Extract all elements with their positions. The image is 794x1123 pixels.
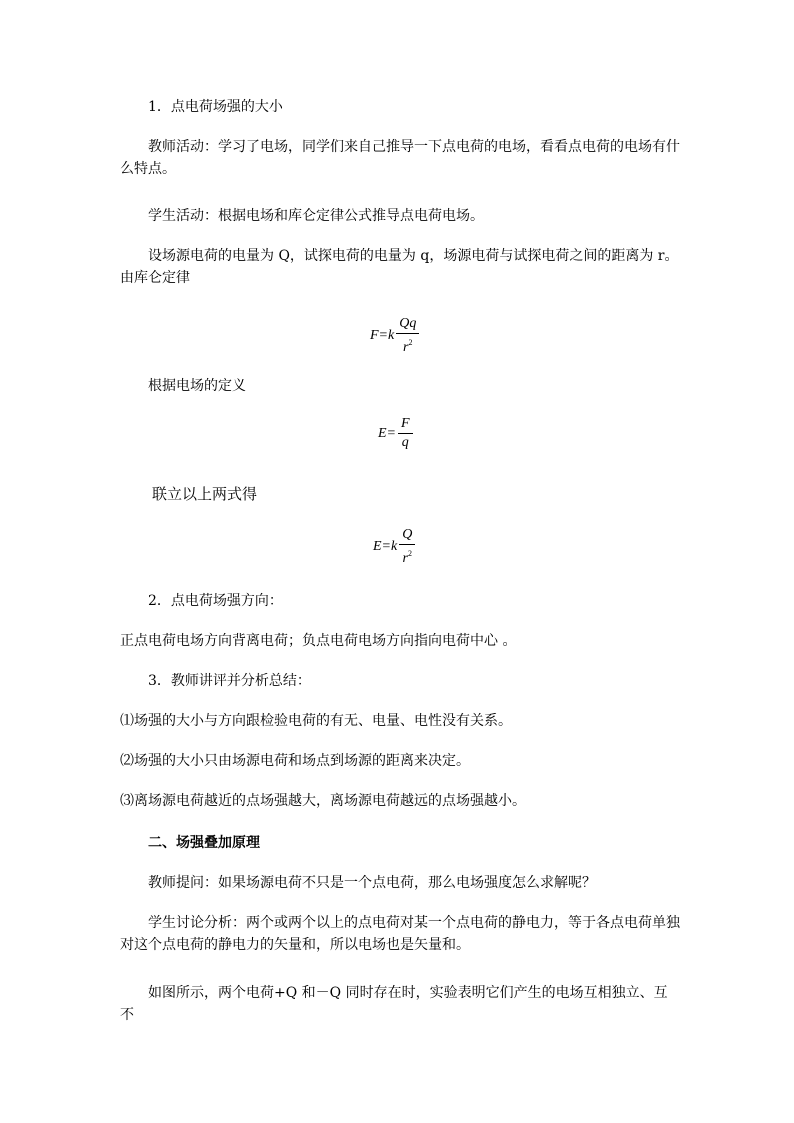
formula1-numerator: Qq: [396, 316, 419, 334]
heading-superposition: 二、场强叠加原理: [148, 835, 260, 851]
formula2-denominator: q: [401, 435, 409, 450]
point-charge-field-formula: [373, 527, 415, 567]
section2-title: 2．点电荷场强方向：: [148, 593, 283, 609]
definition-label: 根据电场的定义: [148, 378, 246, 394]
formula3-numerator: Q: [399, 527, 415, 545]
setup-paragraph: 设场源电荷的电量为 Q，试探电荷的电量为 q，场源电荷与试探电荷之间的距离为 r。由库仑定律: [120, 248, 679, 286]
formula3-exponent: 2: [408, 549, 412, 558]
formula2-numerator: F: [398, 416, 413, 434]
combine-label: 联立以上两式得: [152, 485, 258, 503]
coulomb-formula: [370, 316, 419, 356]
formula2-lhs: E=: [378, 425, 396, 441]
teacher-activity: 教师活动：学习了电场，同学们来自己推导一下点电荷的电场，看看点电荷的电场有什么特点。: [120, 139, 680, 177]
formula3-lhs: E=k: [373, 539, 398, 554]
formula1-lhs: F=k: [370, 328, 395, 343]
teacher-question: 教师提问：如果场源电荷不只是一个点电荷，那么电场强度怎么求解呢？: [148, 875, 596, 891]
direction-text: 正点电荷电场方向背离电荷；负点电荷电场方向指向电荷中心 。: [120, 633, 517, 649]
formula1-denominator: r: [403, 340, 409, 355]
formula1-exponent: 2: [408, 338, 413, 347]
figure-intro: 如图所示，两个电荷+Q 和－Q 同时存在时，实验表明它们产生的电场互相独立、互不: [120, 985, 668, 1023]
summary-item-1: ⑴场强的大小与方向跟检验电荷的有无、电量、电性没有关系。: [120, 713, 512, 729]
summary-item-3: ⑶离场源电荷越近的点场强越大，离场源电荷越远的点场强越小。: [120, 793, 526, 809]
student-activity: 学生活动：根据电场和库仑定律公式推导点电荷电场。: [148, 208, 484, 224]
section1-title: 1．点电荷场强的大小: [148, 99, 283, 115]
section3-title: 3．教师讲评并分析总结：: [148, 673, 311, 689]
student-discussion: 学生讨论分析：两个或两个以上的点电荷对某一个点电荷的静电力，等于各点电荷单独对这个点电荷的静电力的矢量和，所以电场也是矢量和。: [120, 915, 680, 953]
summary-item-2: ⑵场强的大小只由场源电荷和场点到场源的距离来决定。: [120, 753, 470, 769]
formula3-denominator: r: [402, 551, 408, 566]
field-definition-formula: [378, 416, 413, 451]
